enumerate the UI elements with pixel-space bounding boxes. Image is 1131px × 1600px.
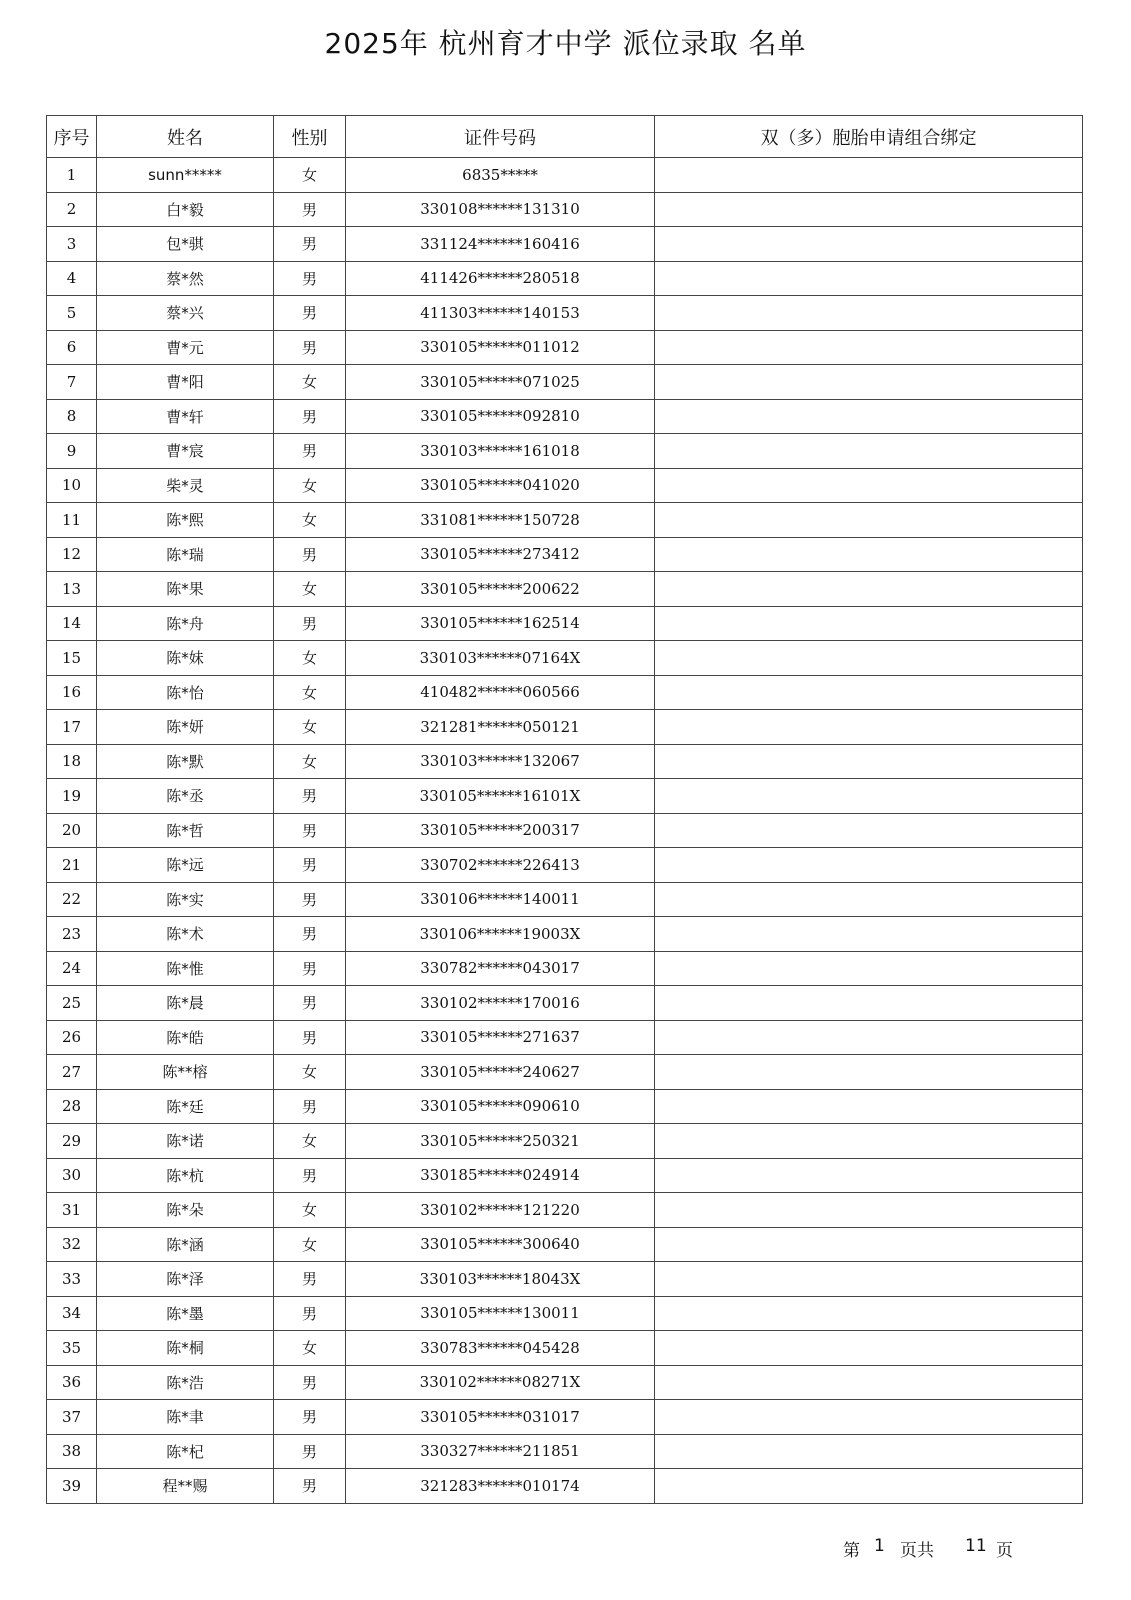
table-row [47,917,1083,952]
id-number: 330105******273412 [346,537,655,572]
row-number: 38 [47,1434,97,1469]
table-row [47,1089,1083,1124]
student-name: 陈*桐 [97,1331,274,1366]
header-gender: 性别 [274,116,346,158]
student-name: 曹*宸 [97,434,274,469]
student-name: 白*毅 [97,192,274,227]
table-row [47,1469,1083,1504]
row-number: 39 [47,1469,97,1504]
footer-mid-label: 页共 [900,1541,934,1561]
row-number: 16 [47,675,97,710]
id-number: 330105******162514 [346,606,655,641]
id-number: 330103******18043X [346,1262,655,1297]
twin-binding [655,537,1083,572]
student-gender: 男 [274,882,346,917]
twin-binding [655,606,1083,641]
student-name: 陈*杞 [97,1434,274,1469]
student-gender: 男 [274,606,346,641]
student-name: 陈*瑞 [97,537,274,572]
student-gender: 女 [274,365,346,400]
table-row [47,365,1083,400]
id-number: 330102******08271X [346,1365,655,1400]
twin-binding [655,641,1083,676]
id-number: 330783******045428 [346,1331,655,1366]
student-gender: 女 [274,1124,346,1159]
id-number: 330105******300640 [346,1227,655,1262]
id-number: 330105******200622 [346,572,655,607]
table-row [47,1055,1083,1090]
row-number: 12 [47,537,97,572]
student-gender: 女 [274,675,346,710]
student-name: 陈*默 [97,744,274,779]
row-number: 21 [47,848,97,883]
twin-binding [655,572,1083,607]
table-row [47,1400,1083,1435]
student-gender: 男 [274,1020,346,1055]
student-gender: 女 [274,710,346,745]
footer-page-label: 第 [843,1541,860,1561]
student-name: 陈*术 [97,917,274,952]
student-gender: 男 [274,399,346,434]
student-gender: 男 [274,848,346,883]
row-number: 28 [47,1089,97,1124]
table-row [47,882,1083,917]
student-name: 陈*舟 [97,606,274,641]
row-number: 11 [47,503,97,538]
student-name: 程**赐 [97,1469,274,1504]
table-row [47,710,1083,745]
row-number: 34 [47,1296,97,1331]
student-name: 陈*实 [97,882,274,917]
student-gender: 女 [274,503,346,538]
student-gender: 男 [274,1434,346,1469]
footer-total-pages: 11 [965,1536,987,1556]
student-gender: 男 [274,330,346,365]
header-id-number: 证件号码 [346,116,655,158]
table-row [47,261,1083,296]
row-number: 10 [47,468,97,503]
row-number: 1 [47,158,97,193]
student-name: 陈*惟 [97,951,274,986]
twin-binding [655,917,1083,952]
student-gender: 女 [274,158,346,193]
id-number: 330105******090610 [346,1089,655,1124]
table-row [47,330,1083,365]
id-number: 330103******161018 [346,434,655,469]
student-name: 陈*晨 [97,986,274,1021]
twin-binding [655,1400,1083,1435]
id-number: 411426******280518 [346,261,655,296]
student-name: 陈*廷 [97,1089,274,1124]
student-name: 柴*灵 [97,468,274,503]
table-row [47,158,1083,193]
table-row [47,1296,1083,1331]
id-number: 330105******130011 [346,1296,655,1331]
id-number: 331124******160416 [346,227,655,262]
twin-binding [655,1469,1083,1504]
student-gender: 女 [274,744,346,779]
id-number: 330106******19003X [346,917,655,952]
table-row [47,192,1083,227]
row-number: 6 [47,330,97,365]
id-number: 331081******150728 [346,503,655,538]
row-number: 32 [47,1227,97,1262]
footer-end-label: 页 [996,1541,1013,1561]
table-row [47,1262,1083,1297]
student-name: 曹*轩 [97,399,274,434]
twin-binding [655,675,1083,710]
student-gender: 女 [274,468,346,503]
twin-binding [655,158,1083,193]
table-row [47,296,1083,331]
id-number: 321283******010174 [346,1469,655,1504]
row-number: 17 [47,710,97,745]
student-gender: 男 [274,1400,346,1435]
header-name: 姓名 [97,116,274,158]
twin-binding [655,951,1083,986]
twin-binding [655,882,1083,917]
twin-binding [655,1055,1083,1090]
id-number: 330102******170016 [346,986,655,1021]
student-name: 陈*妍 [97,710,274,745]
id-number: 330782******043017 [346,951,655,986]
twin-binding [655,261,1083,296]
twin-binding [655,1434,1083,1469]
table-row [47,779,1083,814]
student-gender: 男 [274,1089,346,1124]
student-gender: 男 [274,227,346,262]
table-body [47,158,1083,1504]
twin-binding [655,1331,1083,1366]
twin-binding [655,986,1083,1021]
student-gender: 女 [274,1193,346,1228]
table-row [47,951,1083,986]
twin-binding [655,1296,1083,1331]
table-row [47,986,1083,1021]
student-gender: 男 [274,192,346,227]
table-row [47,468,1083,503]
page-footer [0,1536,1131,1562]
table-row [47,744,1083,779]
table-row [47,537,1083,572]
row-number: 22 [47,882,97,917]
row-number: 14 [47,606,97,641]
student-name: 蔡*然 [97,261,274,296]
id-number: 330103******132067 [346,744,655,779]
twin-binding [655,365,1083,400]
row-number: 36 [47,1365,97,1400]
student-name: 陈*哲 [97,813,274,848]
twin-binding [655,503,1083,538]
student-gender: 男 [274,1365,346,1400]
row-number: 19 [47,779,97,814]
row-number: 35 [47,1331,97,1366]
row-number: 18 [47,744,97,779]
id-number: 330108******131310 [346,192,655,227]
id-number: 330105******041020 [346,468,655,503]
student-name: 陈*丞 [97,779,274,814]
row-number: 25 [47,986,97,1021]
table-row [47,399,1083,434]
student-gender: 男 [274,261,346,296]
row-number: 37 [47,1400,97,1435]
twin-binding [655,434,1083,469]
student-gender: 男 [274,951,346,986]
twin-binding [655,1227,1083,1262]
twin-binding [655,468,1083,503]
table-row [47,434,1083,469]
admission-table [46,115,1083,1504]
student-name: 陈**榕 [97,1055,274,1090]
id-number: 411303******140153 [346,296,655,331]
id-number: 321281******050121 [346,710,655,745]
student-name: 曹*元 [97,330,274,365]
row-number: 27 [47,1055,97,1090]
id-number: 330105******071025 [346,365,655,400]
id-number: 330105******031017 [346,1400,655,1435]
id-number: 330102******121220 [346,1193,655,1228]
table-header-row [47,116,1083,158]
id-number: 330702******226413 [346,848,655,883]
table-row [47,848,1083,883]
row-number: 4 [47,261,97,296]
student-gender: 女 [274,572,346,607]
twin-binding [655,848,1083,883]
student-gender: 男 [274,537,346,572]
row-number: 23 [47,917,97,952]
twin-binding [655,296,1083,331]
twin-binding [655,1020,1083,1055]
twin-binding [655,227,1083,262]
student-name: 陈*诺 [97,1124,274,1159]
id-number: 6835***** [346,158,655,193]
student-name: 蔡*兴 [97,296,274,331]
table-row [47,1193,1083,1228]
row-number: 15 [47,641,97,676]
student-name: 陈*墨 [97,1296,274,1331]
document-title: 2025年 杭州育才中学 派位录取 名单 [324,27,807,60]
student-gender: 男 [274,434,346,469]
table-row [47,572,1083,607]
student-name: 陈*熙 [97,503,274,538]
table-row [47,1434,1083,1469]
student-gender: 男 [274,813,346,848]
table-row [47,606,1083,641]
table-row [47,227,1083,262]
twin-binding [655,1262,1083,1297]
student-name: 陈*远 [97,848,274,883]
table-row [47,503,1083,538]
twin-binding [655,192,1083,227]
table-row [47,1124,1083,1159]
twin-binding [655,1089,1083,1124]
id-number: 330185******024914 [346,1158,655,1193]
student-gender: 男 [274,779,346,814]
student-name: 陈*皓 [97,1020,274,1055]
row-number: 5 [47,296,97,331]
id-number: 410482******060566 [346,675,655,710]
twin-binding [655,1124,1083,1159]
id-number: 330105******092810 [346,399,655,434]
student-gender: 男 [274,986,346,1021]
student-name: 陈*果 [97,572,274,607]
student-gender: 女 [274,1331,346,1366]
twin-binding [655,779,1083,814]
student-gender: 男 [274,1469,346,1504]
id-number: 330105******200317 [346,813,655,848]
id-number: 330105******240627 [346,1055,655,1090]
id-number: 330105******16101X [346,779,655,814]
id-number: 330105******011012 [346,330,655,365]
row-number: 3 [47,227,97,262]
table-row [47,813,1083,848]
header-number: 序号 [47,116,97,158]
row-number: 7 [47,365,97,400]
student-name: 陈*泽 [97,1262,274,1297]
student-gender: 女 [274,641,346,676]
table-row [47,1227,1083,1262]
twin-binding [655,330,1083,365]
student-gender: 女 [274,1055,346,1090]
twin-binding [655,744,1083,779]
row-number: 29 [47,1124,97,1159]
row-number: 24 [47,951,97,986]
student-gender: 男 [274,917,346,952]
twin-binding [655,813,1083,848]
student-gender: 男 [274,1296,346,1331]
student-name: sunn***** [97,158,274,193]
table-row [47,1331,1083,1366]
student-gender: 女 [274,1227,346,1262]
row-number: 8 [47,399,97,434]
row-number: 13 [47,572,97,607]
id-number: 330106******140011 [346,882,655,917]
row-number: 20 [47,813,97,848]
table-row [47,1365,1083,1400]
row-number: 9 [47,434,97,469]
twin-binding [655,399,1083,434]
row-number: 2 [47,192,97,227]
header-twin-binding: 双（多）胞胎申请组合绑定 [655,116,1083,158]
student-name: 陈*怡 [97,675,274,710]
student-name: 曹*阳 [97,365,274,400]
student-name: 陈*杭 [97,1158,274,1193]
student-name: 陈*涵 [97,1227,274,1262]
student-name: 陈*朵 [97,1193,274,1228]
id-number: 330105******250321 [346,1124,655,1159]
id-number: 330103******07164X [346,641,655,676]
student-gender: 男 [274,1262,346,1297]
row-number: 30 [47,1158,97,1193]
table-row [47,675,1083,710]
id-number: 330327******211851 [346,1434,655,1469]
table-row [47,1020,1083,1055]
table-row [47,1158,1083,1193]
student-name: 包*骐 [97,227,274,262]
student-name: 陈*浩 [97,1365,274,1400]
twin-binding [655,1193,1083,1228]
student-gender: 男 [274,296,346,331]
student-name: 陈*妹 [97,641,274,676]
student-gender: 男 [274,1158,346,1193]
twin-binding [655,710,1083,745]
id-number: 330105******271637 [346,1020,655,1055]
row-number: 33 [47,1262,97,1297]
row-number: 26 [47,1020,97,1055]
table-row [47,641,1083,676]
twin-binding [655,1365,1083,1400]
row-number: 31 [47,1193,97,1228]
student-name: 陈*聿 [97,1400,274,1435]
footer-current-page: 1 [874,1536,885,1556]
twin-binding [655,1158,1083,1193]
